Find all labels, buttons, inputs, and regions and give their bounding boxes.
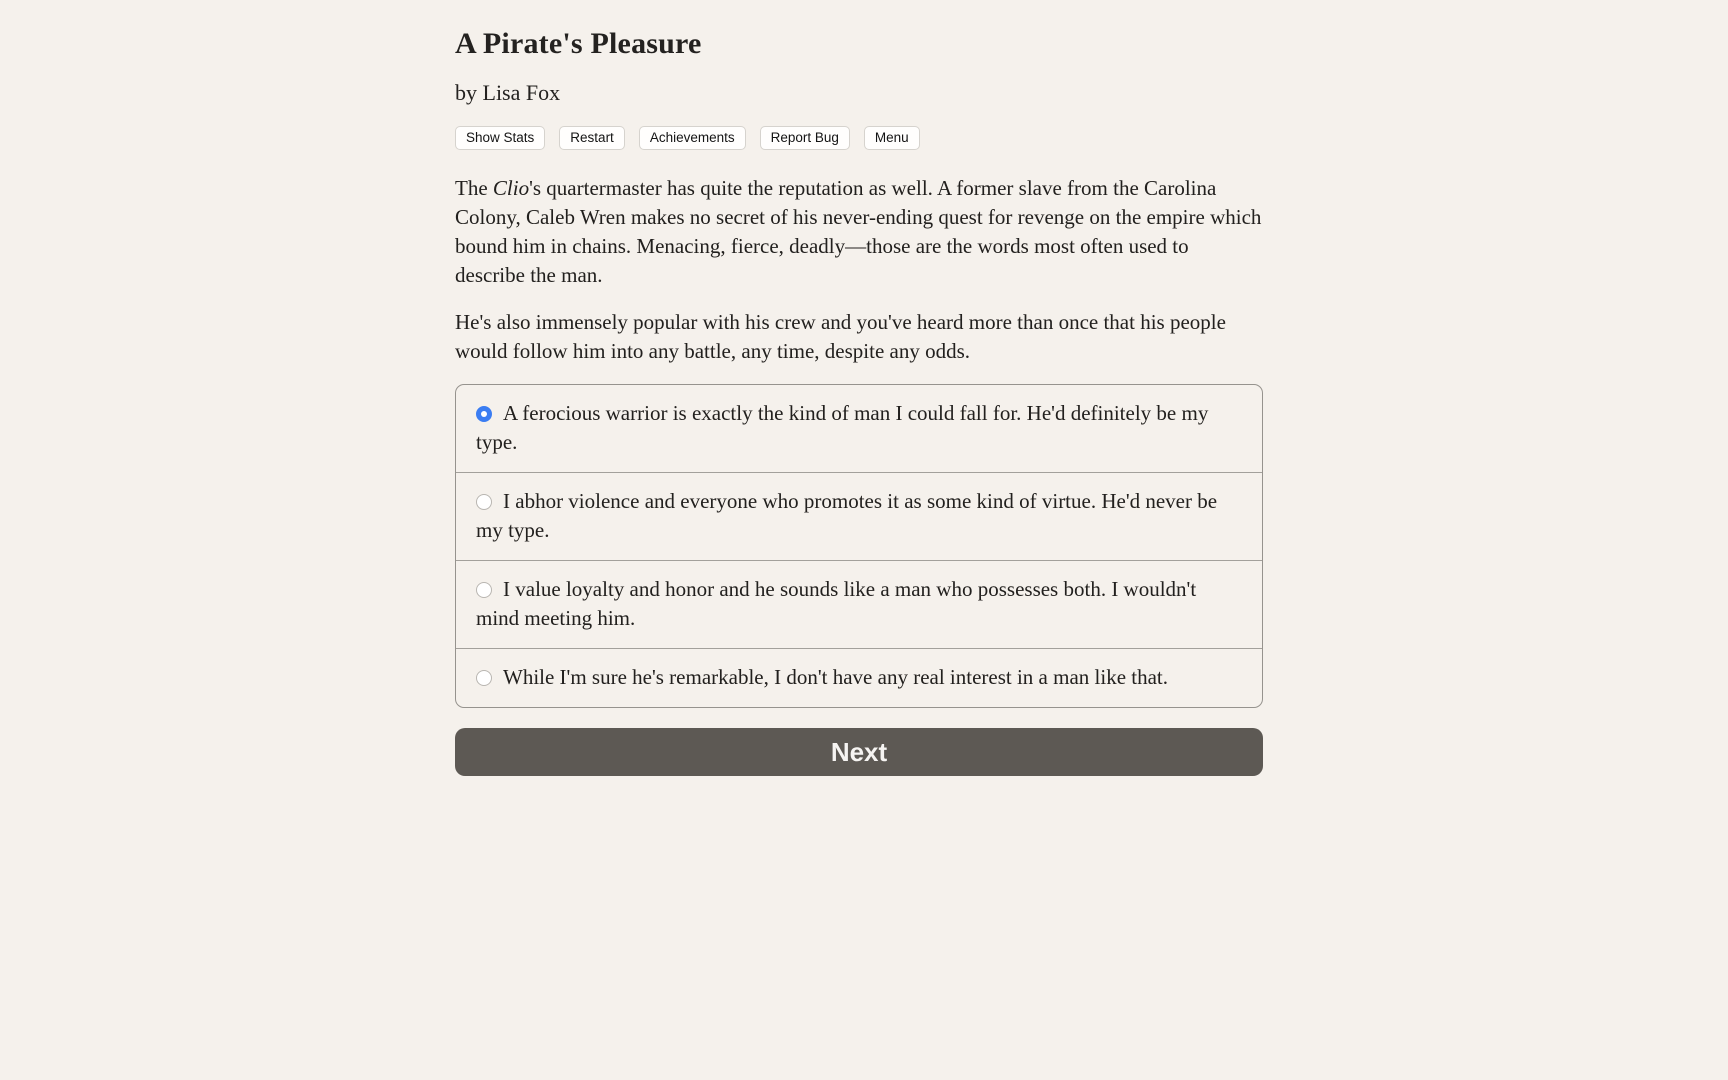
choice-option-4[interactable] <box>456 648 1262 707</box>
choice-option-label: While I'm sure he's remarkable, I don't have any real interest in a man like that. <box>503 665 1169 689</box>
choice-option-label: A ferocious warrior is exactly the kind of man I could fall for. He'd definitely be my type. <box>476 401 1209 454</box>
choice-option-2[interactable] <box>456 472 1262 560</box>
restart-button[interactable]: Restart <box>559 126 625 150</box>
radio-icon[interactable] <box>476 582 492 598</box>
achievements-button[interactable]: Achievements <box>639 126 746 150</box>
choice-option-label: I value loyalty and honor and he sounds like a man who possesses both. I wouldn't mind meeting him. <box>476 577 1197 630</box>
radio-icon[interactable] <box>476 406 492 422</box>
radio-icon[interactable] <box>476 670 492 686</box>
toolbar <box>455 126 1263 150</box>
menu-button[interactable]: Menu <box>864 126 920 150</box>
game-content <box>455 0 1263 776</box>
radio-icon[interactable] <box>476 494 492 510</box>
choice-option-1[interactable] <box>456 385 1262 472</box>
story-text <box>455 174 1263 366</box>
story-paragraph-2: He's also immensely popular with his crew and you've heard more than once that his people would follow him into any battle, any time, despite any odds. <box>455 310 1226 363</box>
ship-name: Clio <box>492 176 530 200</box>
game-title: A Pirate's Pleasure <box>455 27 702 60</box>
choice-option-3[interactable] <box>456 560 1262 648</box>
report-bug-button[interactable]: Report Bug <box>760 126 850 150</box>
story-paragraph-1: The Clio's quartermaster has quite the reputation as well. A former slave from the Carolina Colony, Caleb Wren makes no secret of his never-ending quest for revenge on the empire which bound him in chains. Menacing, fierce, deadly—those are the words most often used to describe the man. <box>455 176 1262 287</box>
choice-options-group <box>455 384 1263 708</box>
show-stats-button[interactable]: Show Stats <box>455 126 545 150</box>
choice-option-label: I abhor violence and everyone who promotes it as some kind of virtue. He'd never be my type. <box>476 489 1218 542</box>
next-button[interactable]: Next <box>455 728 1263 776</box>
game-byline: by Lisa Fox <box>455 80 561 105</box>
